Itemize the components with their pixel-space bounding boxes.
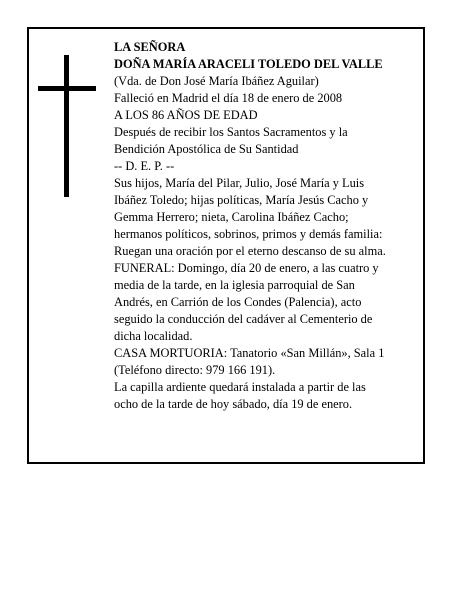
sacraments-paragraph: [114, 124, 419, 158]
family-line: Sus hijos, María del Pilar, Julio, José María y Luis: [114, 176, 365, 190]
age-at-death: A LOS 86 AÑOS DE EDAD: [114, 108, 258, 122]
family-line: Gemma Herrero; nieta, Carolina Ibáñez Cacho;: [114, 210, 349, 224]
funeral-line: FUNERAL: Domingo, día 20 de enero, a las cuatro y: [114, 261, 379, 275]
family-line: Ibáñez Toledo; hijas políticas, María Jesús Cacho y: [114, 193, 369, 207]
obituary-text: [114, 39, 419, 413]
funeral-line: seguido la conducción del cadáver al Cementerio de: [114, 312, 373, 326]
chapel-line: La capilla ardiente quedará instalada a partir de las: [114, 380, 366, 394]
funeral-line: dicha localidad.: [114, 329, 193, 343]
mortuary-line: CASA MORTUORIA: Tanatorio «San Millán», Sala 1: [114, 346, 385, 360]
funeral-line: Andrés, en Carrión de los Condes (Palencia), acto: [114, 295, 362, 309]
sacraments-line: Después de recibir los Santos Sacramentos y la: [114, 125, 348, 139]
cross-icon: [38, 55, 96, 197]
chapel-line: ocho de la tarde de hoy sábado, día 19 de enero.: [114, 397, 353, 411]
cross-vertical-bar: [64, 55, 69, 197]
sacraments-line: Bendición Apostólica de Su Santidad: [114, 142, 299, 156]
family-paragraph: [114, 175, 419, 260]
widow-of: (Vda. de Don José María Ibáñez Aguilar): [114, 74, 319, 88]
cross-horizontal-bar: [38, 86, 96, 91]
mortuary-line: (Teléfono directo: 979 166 191).: [114, 363, 276, 377]
rip-line: -- D. E. P. --: [114, 159, 175, 173]
family-line: hermanos políticos, sobrinos, primos y demás familia:: [114, 227, 383, 241]
funeral-line: media de la tarde, en la iglesia parroquial de San: [114, 278, 355, 292]
family-line: Ruegan una oración por el eterno descanso de su alma.: [114, 244, 386, 258]
funeral-paragraph: [114, 260, 419, 345]
deceased-name: DOÑA MARÍA ARACELI TOLEDO DEL VALLE: [114, 57, 383, 71]
mortuary-paragraph: [114, 345, 419, 379]
notice-title: LA SEÑORA: [114, 40, 186, 54]
chapel-paragraph: [114, 379, 419, 413]
death-date: Falleció en Madrid el día 18 de enero de 2008: [114, 91, 343, 105]
